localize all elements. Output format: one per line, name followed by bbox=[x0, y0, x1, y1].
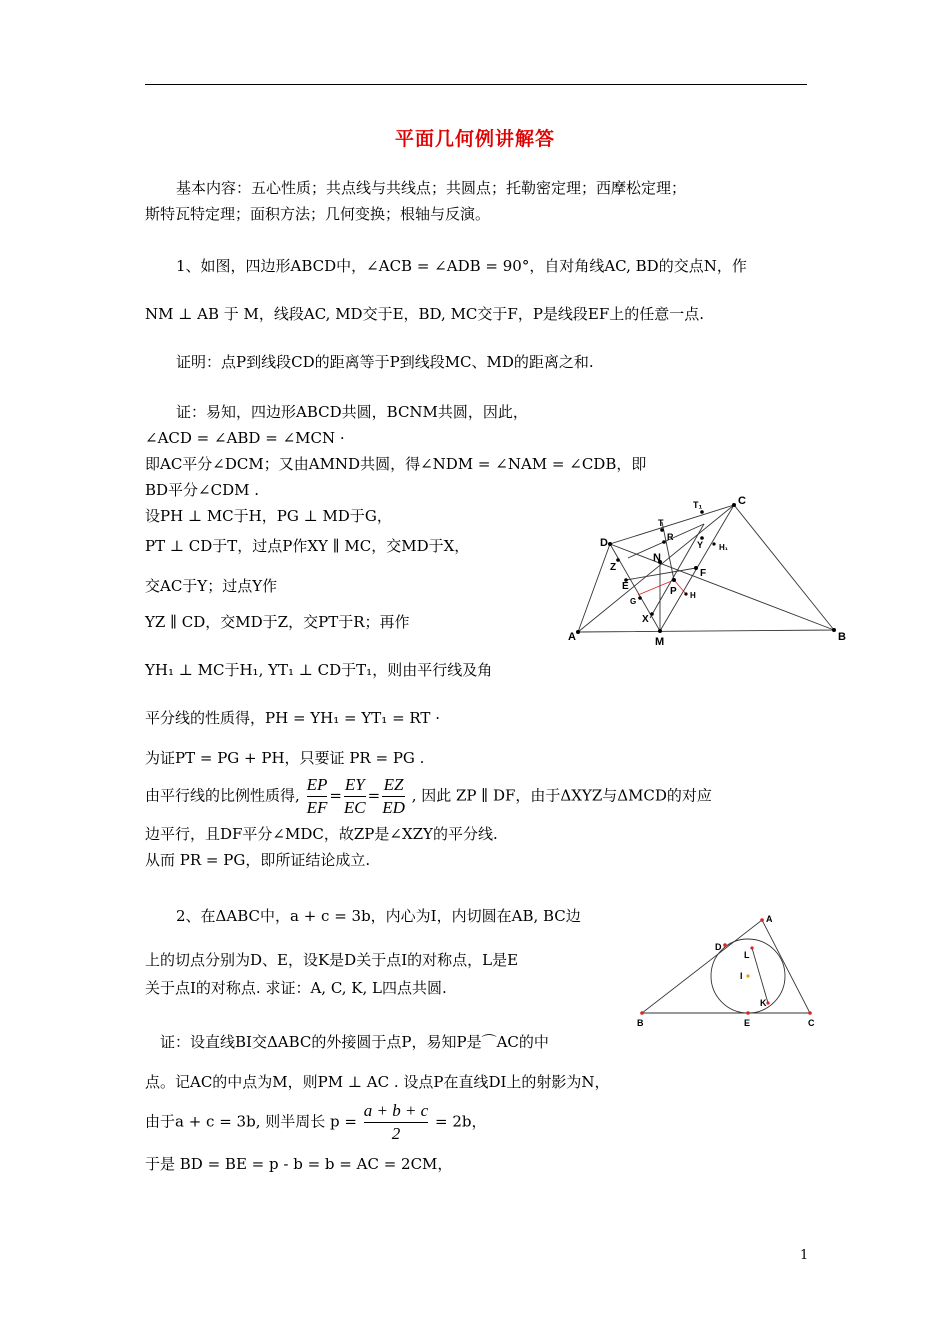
point-c bbox=[732, 503, 736, 507]
proof1-line: YZ ∥ CD，交MD于Z，交PT于R；再作 bbox=[145, 613, 410, 631]
intro-line-2: 斯特瓦特定理；面积方法；几何变换；根轴与反演。 bbox=[145, 205, 491, 223]
point-f bbox=[694, 566, 698, 570]
point-t bbox=[660, 528, 664, 532]
point-h1 bbox=[712, 542, 715, 545]
problem1-statement-2: NM ⊥ AB 于 M，线段AC, MD交于E，BD, MC交于F，P是线段EF上的任意一点. bbox=[145, 305, 705, 323]
proof2-line: 证：设直线BI交ΔABC的外接圆于点P，易知P是⌒AC的中 bbox=[160, 1033, 549, 1051]
segment-ef bbox=[626, 568, 696, 580]
label-f: F bbox=[700, 568, 707, 579]
proof1-line: YH₁ ⊥ MC于H₁, YT₁ ⊥ CD于T₁，则由平行线及角 bbox=[145, 661, 493, 679]
point-x bbox=[650, 612, 654, 616]
label-e: E bbox=[744, 1018, 751, 1028]
fraction-ep-ef bbox=[307, 774, 328, 819]
proportion-line: 由平行线的比例性质得, $\frac{EP}{EF}$ = $\frac{EY}{EC}$ = $\frac{EZ}{ED}$ , 因此 ZP ∥ DF，由于ΔXYZ与ΔMCD的对应 bbox=[145, 775, 712, 817]
point-z bbox=[616, 558, 620, 562]
point-m bbox=[658, 629, 662, 633]
problem1-claim: 证明：点P到线段CD的距离等于P到线段MC、MD的距离之和. bbox=[176, 353, 594, 371]
proof1-end-line: 边平行，且DF平分∠MDC，故ZP是∠XZY的平分线. bbox=[145, 825, 498, 843]
figure-1-quadrilateral bbox=[566, 490, 856, 650]
proof1-line: 交AC于Y；过点Y作 bbox=[145, 577, 278, 595]
label-k: K bbox=[760, 998, 767, 1008]
figure-2-triangle bbox=[634, 910, 824, 1030]
label-g: G bbox=[630, 597, 637, 606]
problem1-statement-1: 1、如图，四边形ABCD中，∠ACB = ∠ADB = 90°，自对角线AC, BD的交点N，作 bbox=[176, 257, 747, 275]
point-g bbox=[638, 596, 642, 600]
label-d: D bbox=[600, 537, 608, 549]
fraction-ey-ec bbox=[344, 774, 366, 819]
fraction-numerator: EP bbox=[307, 774, 328, 797]
fraction-numerator: EZ bbox=[382, 774, 405, 797]
label-d: D bbox=[715, 942, 722, 952]
label-a: A bbox=[568, 631, 576, 643]
label-p: P bbox=[670, 586, 677, 597]
point-a bbox=[760, 918, 764, 922]
point-d bbox=[608, 542, 612, 546]
point-p bbox=[672, 578, 676, 582]
fraction-denominator: EF bbox=[306, 798, 328, 817]
label-t1: T₁ bbox=[693, 500, 703, 510]
point-b bbox=[640, 1011, 644, 1015]
problem2-statement-2: 上的切点分别为D、E，设K是D关于点I的对称点，L是E bbox=[145, 951, 519, 969]
label-b: B bbox=[838, 631, 846, 643]
fraction-denominator: ED bbox=[382, 798, 405, 817]
label-a: A bbox=[766, 914, 773, 924]
point-b bbox=[832, 628, 836, 632]
semiperimeter-lead: 由于a + c = 3b, 则半周长 p = bbox=[145, 1112, 357, 1131]
problem2-statement-3: 关于点I的对称点. 求证：A, C, K, L四点共圆. bbox=[145, 979, 447, 997]
semiperimeter-fraction bbox=[364, 1100, 429, 1145]
fraction-ez-ed bbox=[382, 774, 405, 819]
fraction-denominator: EC bbox=[343, 798, 366, 817]
proof2-line: 点。记AC的中点为M，则PM ⊥ AC . 设点P在直线DI上的射影为N， bbox=[145, 1073, 610, 1091]
label-e: E bbox=[622, 581, 629, 592]
label-h: H bbox=[690, 591, 696, 600]
segment-lk bbox=[752, 948, 768, 1003]
segment-pt bbox=[662, 522, 674, 580]
proof2-line: 于是 BD = BE = p - b = b = AC = 2CM， bbox=[145, 1155, 453, 1173]
fraction-denominator: 2 bbox=[391, 1124, 401, 1143]
point-d bbox=[723, 943, 727, 947]
proof1-line: 平分线的性质得，PH = YH₁ = YT₁ = RT · bbox=[145, 709, 440, 727]
fraction-numerator: EY bbox=[344, 774, 366, 797]
intro-line-1: 基本内容：五心性质；共点线与共线点；共圆点；托勒密定理；西摩松定理； bbox=[176, 179, 687, 197]
label-r: R bbox=[667, 532, 674, 542]
proportion-lead: 由平行线的比例性质得, bbox=[145, 786, 300, 805]
header-rule bbox=[145, 84, 807, 85]
fraction-numerator: a + b + c bbox=[364, 1100, 429, 1123]
label-i: I bbox=[740, 971, 743, 981]
point-r bbox=[662, 540, 666, 544]
label-c: C bbox=[738, 495, 746, 507]
problem2-statement-1: 2、在ΔABC中，a + c = 3b，内心为I，内切圆在AB, BC边 bbox=[176, 907, 581, 925]
label-l: L bbox=[744, 950, 750, 960]
segment-pg bbox=[638, 580, 674, 595]
segment-xy bbox=[650, 524, 707, 618]
point-k bbox=[766, 1001, 769, 1004]
page-number: 1 bbox=[800, 1248, 809, 1263]
proof1-line: 即AC平分∠DCM；又由AMND共圆，得∠NDM = ∠NAM = ∠CDB，即 bbox=[145, 455, 647, 473]
semiperimeter-line bbox=[145, 1100, 487, 1145]
point-i bbox=[746, 974, 749, 977]
label-x: X bbox=[642, 614, 649, 625]
semiperimeter-tail: = 2b， bbox=[435, 1112, 487, 1131]
point-a bbox=[576, 630, 580, 634]
proof1-line: BD平分∠CDM . bbox=[145, 481, 260, 499]
label-y: Y bbox=[697, 540, 704, 550]
point-e bbox=[746, 1011, 750, 1015]
label-n: N bbox=[653, 552, 661, 564]
proof1-line: 设PH ⊥ MC于H，PG ⊥ MD于G， bbox=[145, 507, 392, 525]
label-z: Z bbox=[610, 562, 617, 573]
point-h bbox=[684, 592, 687, 595]
point-l bbox=[750, 946, 753, 949]
triangle-abc bbox=[642, 920, 810, 1013]
proof1-line: ∠ACD = ∠ABD = ∠MCN · bbox=[145, 429, 345, 447]
label-t: T bbox=[658, 518, 664, 528]
label-c: C bbox=[808, 1018, 815, 1028]
page-title: 平面几何例讲解答 bbox=[394, 128, 555, 150]
label-h1: H₁ bbox=[719, 543, 729, 552]
label-m: M bbox=[655, 636, 665, 648]
proof1-line: 证：易知，四边形ABCD共圆，BCNM共圆，因此， bbox=[176, 403, 528, 421]
proof1-line: 为证PT = PG + PH，只要证 PR = PG . bbox=[145, 749, 425, 767]
proportion-tail: , 因此 ZP ∥ DF，由于ΔXYZ与ΔMCD的对应 bbox=[411, 786, 712, 805]
proof1-end-line: 从而 PR = PG，即所证结论成立. bbox=[145, 851, 371, 869]
point-t1 bbox=[700, 510, 704, 514]
point-c bbox=[808, 1011, 812, 1015]
label-b: B bbox=[637, 1018, 644, 1028]
proof1-line: PT ⊥ CD于T，过点P作XY ∥ MC，交MD于X， bbox=[145, 537, 470, 555]
